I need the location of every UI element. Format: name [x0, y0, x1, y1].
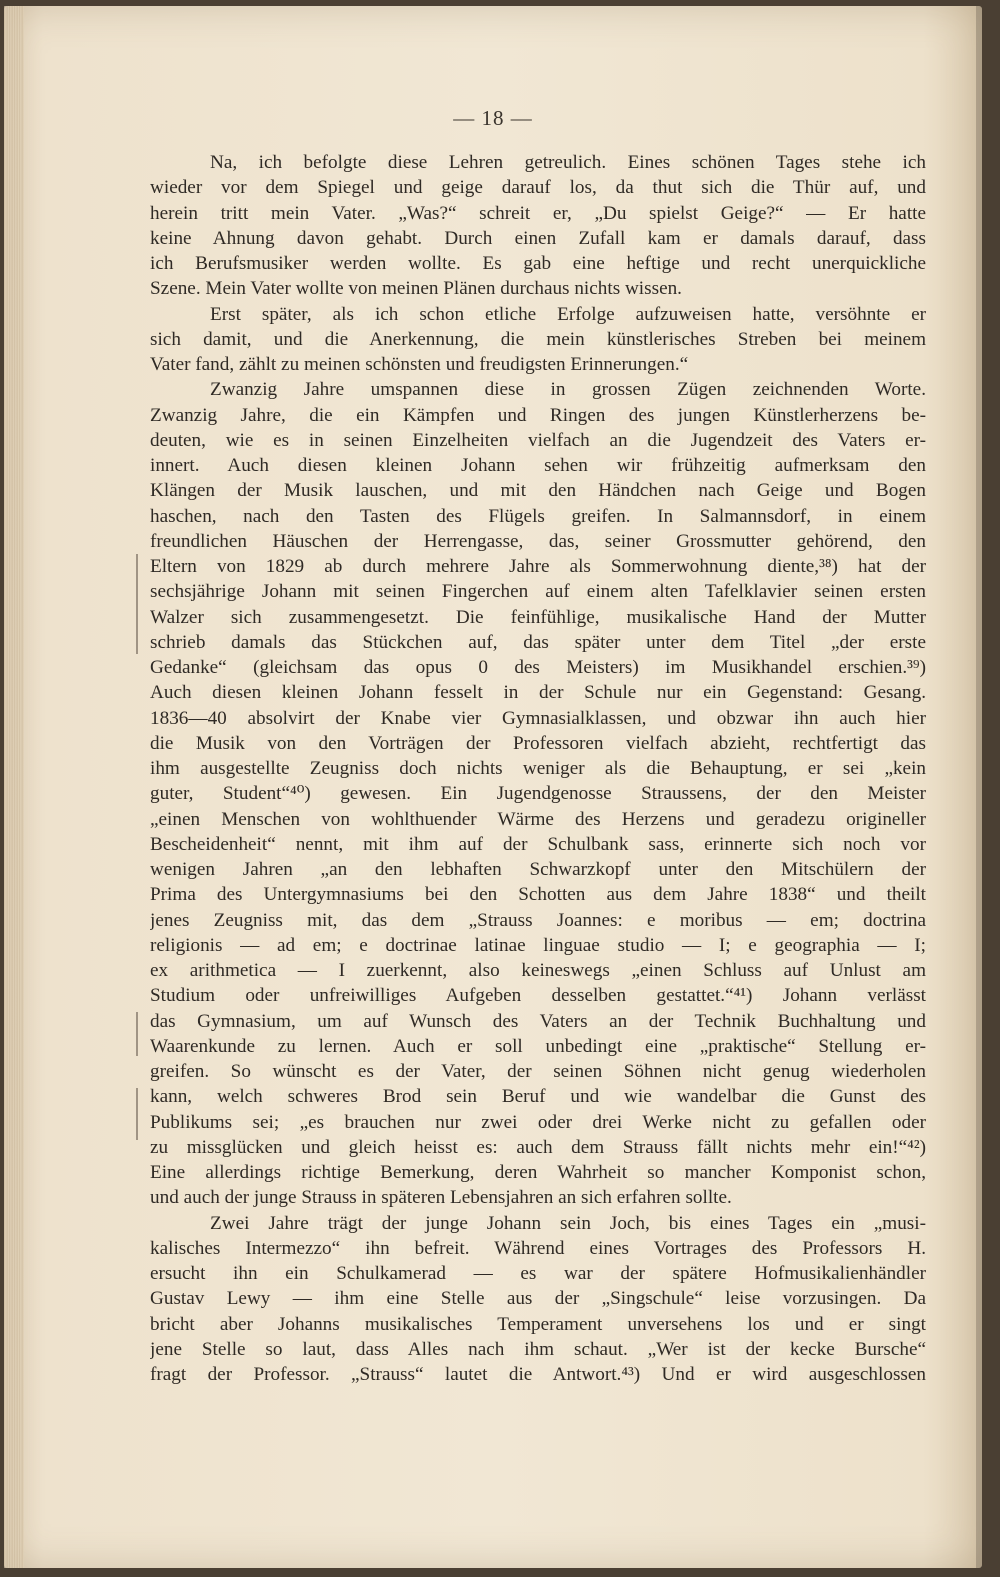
text-line: Publikums sei; „es brauchen nur zwei oder drei Werke nicht zu gefallen oder — [150, 1111, 926, 1133]
text-line: Zwanzig Jahre, die ein Kämpfen und Ringen des jungen Künstlerherzens be- — [150, 404, 926, 426]
text-line: Studium oder unfreiwilliges Aufgeben desselben gestattet.“⁴¹) Johann verlässt — [150, 985, 926, 1007]
text-line: jene Stelle so laut, dass Alles nach ihm schaut. „Wer ist der kecke Bursche“ — [150, 1338, 926, 1360]
text-line: Eine allerdings richtige Bemerkung, deren Wahrheit so mancher Komponist schon, — [150, 1162, 926, 1183]
text-line: 1836—40 absolvirt der Knabe vier Gymnasialklassen, und obzwar ihn auch hier — [150, 707, 926, 729]
text-line: greifen. So wünscht es der Vater, der seinen Söhnen nicht genug wiederholen — [150, 1061, 926, 1082]
text-line: bricht aber Johanns musikalisches Temperament unversehens los und er singt — [150, 1313, 926, 1335]
text-line: das Gymnasium, um auf Wunsch des Vaters an der Technik Buchhaltung und — [150, 1010, 926, 1032]
text-line: schrieb damals das Stückchen auf, das später unter dem Titel „der erste — [150, 631, 926, 653]
book-page — [4, 6, 982, 1568]
text-line: fragt der Professor. „Strauss“ lautet die Antwort.⁴³) Und er wird ausgeschlossen — [150, 1364, 926, 1385]
text-line: ich Berufsmusiker werden wollte. Es gab eine heftige und recht unerquickliche — [150, 253, 926, 274]
text-line: sechsjährige Johann mit seinen Fingerchen auf einem alten Tafelklavier seinen ersten — [150, 581, 926, 603]
page-gutter — [4, 6, 24, 1568]
text-line: innert. Auch diesen kleinen Johann sehen wir frühzeitig aufmerksam den — [150, 455, 926, 476]
text-line: Szene. Mein Vater wollte von meinen Plänen durchaus nichts wissen. — [150, 278, 682, 300]
text-line: Erst später, als ich schon etliche Erfolge aufzuweisen hatte, versöhnte er — [210, 303, 926, 325]
text-line: sich damit, und die Anerkennung, die mein künstlerisches Streben bei meinem — [150, 328, 926, 350]
text-line: kalisches Intermezzo“ ihn befreit. Während eines Vortrages des Professors H. — [150, 1237, 926, 1259]
text-line: Na, ich befolgte diese Lehren getreulich. Eines schönen Tages stehe ich — [210, 152, 926, 173]
margin-pencil-mark — [136, 1012, 138, 1056]
text-line: die Musik von den Vorträgen der Professoren vielfach abzieht, rechtfertigt das — [150, 732, 926, 754]
page-edge — [976, 6, 982, 1568]
margin-pencil-mark — [136, 1088, 138, 1140]
text-line: Vater fand, zählt zu meinen schönsten und freudigsten Erinnerungen.“ — [150, 354, 689, 375]
text-line: ersucht ihn ein Schulkamerad — es war der spätere Hofmusikalienhändler — [150, 1263, 926, 1284]
text-line: herein tritt mein Vater. „Was?“ schreit er, „Du spielst Geige?“ — Er hatte — [150, 202, 926, 224]
text-line: Eltern von 1829 ab durch mehrere Jahre als Sommerwohnung diente,³⁸) hat der — [150, 556, 926, 577]
text-line: jenes Zeugniss mit, das dem „Strauss Joannes: e moribus — em; doctrina — [150, 909, 926, 931]
text-line: Gustav Lewy — ihm eine Stelle aus der „Singschule“ leise vorzusingen. Da — [150, 1288, 926, 1310]
text-line: Zwei Jahre trägt der junge Johann sein Joch, bis eines Tages ein „musi- — [210, 1212, 926, 1234]
text-line: Prima des Untergymnasiums bei den Schotten aus dem Jahre 1838“ und theilt — [150, 884, 926, 906]
text-line: wenigen Jahren „an den lebhaften Schwarzkopf unter den Mitschülern der — [150, 859, 926, 880]
text-line: kann, welch schweres Brod sein Beruf und wie wandelbar die Gunst des — [150, 1086, 926, 1108]
body-text — [150, 150, 926, 1387]
text-line: Zwanzig Jahre umspannen diese in grossen Zügen zeichnenden Worte. — [210, 379, 926, 401]
text-line: freundlichen Häuschen der Herrengasse, das, seiner Grossmutter gehörend, den — [150, 530, 926, 552]
text-line: ex arithmetica — I zuerkennt, also keineswegs „einen Schluss auf Unlust am — [150, 960, 926, 981]
text-line: Gedanke“ (gleichsam das opus 0 des Meisters) im Musikhandel erschien.³⁹) — [150, 657, 926, 678]
text-line: religionis — ad em; e doctrinae latinae linguae studio — I; e geographia — I; — [150, 934, 926, 956]
text-line: ihm ausgestellte Zeugniss doch nichts weniger als die Behauptung, er sei „kein — [150, 758, 926, 779]
text-line: guter, Student“⁴⁰) gewesen. Ein Jugendgenosse Straussens, der den Meister — [150, 783, 926, 805]
text-line: Bescheidenheit“ nennt, mit ihm auf der Schulbank sass, erinnerte sich noch vor — [150, 833, 926, 855]
text-line: „einen Menschen von wohlthuender Wärme des Herzens und geradezu origineller — [150, 808, 926, 830]
text-line: Klängen der Musik lauschen, und mit den Händchen nach Geige und Bogen — [150, 480, 926, 502]
text-line: wieder vor dem Spiegel und geige darauf los, da thut sich die Thür auf, und — [150, 177, 926, 199]
text-line: haschen, nach den Tasten des Flügels greifen. In Salmannsdorf, in einem — [150, 505, 926, 527]
text-line: Walzer sich zusammengesetzt. Die feinfühlige, musikalische Hand der Mutter — [150, 606, 926, 628]
text-line: und auch der junge Strauss in späteren Lebensjahren an sich erfahren sollte. — [150, 1187, 732, 1209]
margin-pencil-mark — [136, 554, 138, 654]
text-line: Waarenkunde zu lernen. Auch er soll unbedingt eine „praktische“ Stellung er- — [150, 1035, 926, 1057]
text-line: Auch diesen kleinen Johann fesselt in der Schule nur ein Gegenstand: Gesang. — [150, 682, 926, 704]
text-line: zu missglücken und gleich heisst es: auch dem Strauss fällt nichts mehr ein!“⁴²) — [150, 1136, 926, 1158]
text-line: keine Ahnung davon gehabt. Durch einen Zufall kam er damals darauf, dass — [150, 227, 926, 249]
text-line: deuten, wie es in seinen Einzelheiten vielfach an die Jugendzeit des Vaters er- — [150, 429, 926, 451]
page-number: — 18 — — [453, 106, 533, 130]
